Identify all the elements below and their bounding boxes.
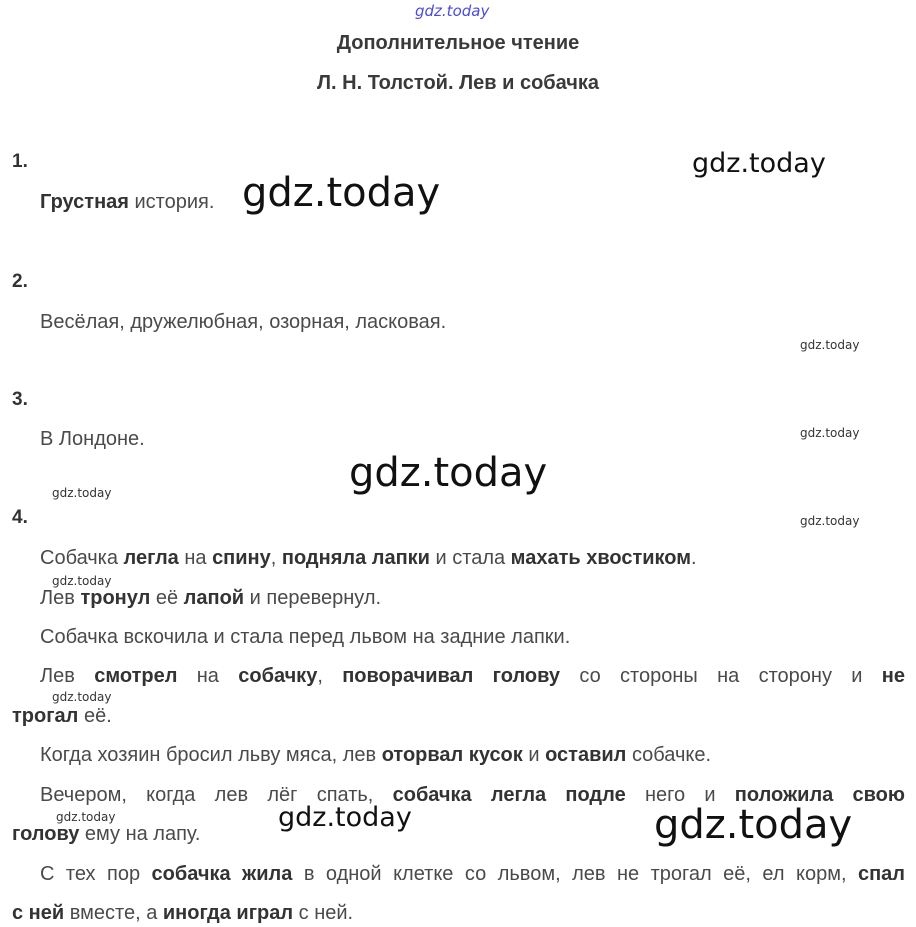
watermark: gdz.today — [654, 802, 853, 848]
bold-phrase: Грустная — [40, 191, 129, 213]
section-title: Дополнительное чтение — [336, 32, 580, 54]
answer-4-paragraph-5: Когда хозяин бросил льву мяса, лев оторвал кусок и оставил собачке. — [40, 744, 712, 766]
question-number-4: 4. — [12, 507, 28, 528]
bold-phrase: иногда играл — [162, 902, 294, 924]
answer-4-paragraph-3: Собачка вскочила и стала перед львом на задние лапки. — [40, 626, 571, 648]
bold-phrase: оставил — [545, 744, 627, 766]
story-title: Л. Н. Толстой. Лев и собачка — [316, 72, 600, 94]
bold-phrase: легла — [123, 547, 179, 569]
watermark: gdz.today — [800, 514, 860, 528]
bold-phrase: положила свою — [734, 784, 905, 806]
watermark: gdz.today — [52, 574, 112, 588]
answer-4-paragraph-1: Собачка легла на спину, подняла лапки и стала махать хвостиком. — [40, 547, 697, 569]
bold-phrase: оторвал кусок — [381, 744, 523, 766]
watermark: gdz.today — [278, 802, 412, 833]
bold-phrase: поворачивал голову — [342, 665, 561, 687]
bold-phrase: спал — [857, 863, 905, 885]
watermark: gdz.today — [800, 426, 860, 440]
answer-3: В Лондоне. — [40, 428, 145, 450]
bold-phrase: трогал — [12, 705, 79, 727]
bold-phrase: собачка жила — [151, 863, 293, 885]
answer-4-paragraph-6-line-1: Вечером, когда лев лёг спать, собачка легла подле него и положила свою — [40, 784, 905, 806]
bold-phrase: махать хвостиком — [510, 547, 692, 569]
answer-4-paragraph-7-line-2: с ней вместе, а иногда играл с ней. — [12, 902, 354, 924]
watermark: gdz.today — [692, 148, 826, 179]
watermark: gdz.today — [242, 170, 441, 216]
bold-phrase: собачку — [238, 665, 318, 687]
watermark: gdz.today — [349, 450, 548, 496]
site-watermark-top: gdz.today — [415, 2, 490, 20]
question-number-3: 3. — [12, 389, 28, 410]
answer-4-paragraph-4-line-2: трогал её. — [12, 705, 112, 727]
answer-4-paragraph-7-line-1: С тех пор собачка жила в одной клетке со львом, лев не трогал её, ел корм, спал — [40, 863, 905, 885]
bold-phrase: собачка легла подле — [392, 784, 626, 806]
watermark: gdz.today — [52, 690, 112, 704]
answer-4-paragraph-2: Лев тронул её лапой и перевернул. — [40, 587, 382, 609]
bold-phrase: не — [881, 665, 905, 687]
question-number-2: 2. — [12, 271, 28, 292]
bold-phrase: смотрел — [94, 665, 178, 687]
answer-4-paragraph-4-line-1: Лев смотрел на собачку, поворачивал голову со стороны на сторону и не — [40, 665, 905, 687]
bold-phrase: с ней — [12, 902, 65, 924]
answer-1: Грустная история. — [40, 191, 215, 213]
answer-2: Весёлая, дружелюбная, озорная, ласковая. — [40, 311, 447, 333]
bold-phrase: лапой — [183, 587, 245, 609]
bold-phrase: голову — [12, 823, 80, 845]
question-number-1: 1. — [12, 151, 28, 172]
bold-phrase: тронул — [80, 587, 151, 609]
watermark: gdz.today — [52, 486, 112, 500]
watermark: gdz.today — [800, 338, 860, 352]
answer-4-paragraph-6-line-2: голову ему на лапу. — [12, 823, 201, 845]
bold-phrase: спину — [212, 547, 271, 569]
bold-phrase: подняла лапки — [281, 547, 430, 569]
watermark: gdz.today — [56, 810, 116, 824]
